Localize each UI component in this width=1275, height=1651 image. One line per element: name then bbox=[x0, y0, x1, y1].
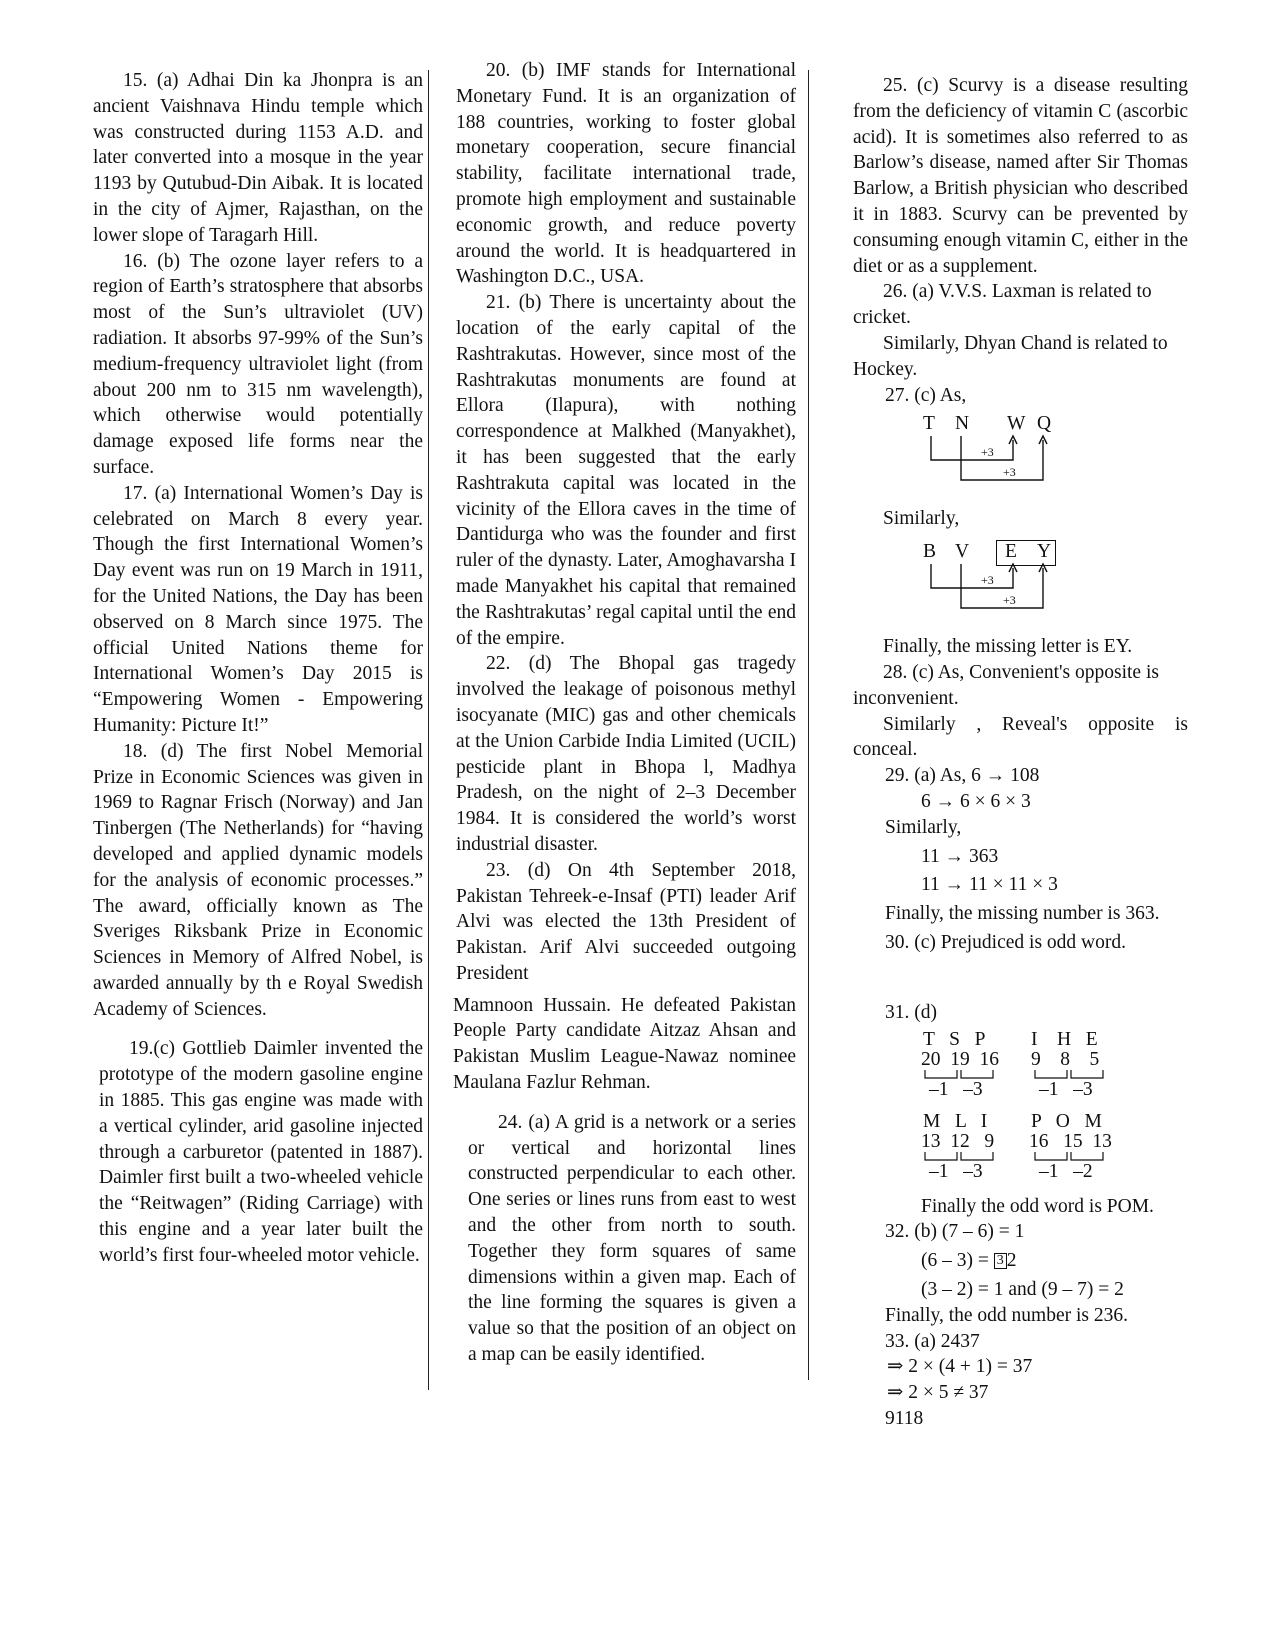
answer-33-line3: ⇒ 2 × 5 ≠ 37 bbox=[887, 1382, 989, 1404]
dia2-letter-b: V bbox=[955, 541, 970, 563]
answer-26-line1: 26. (a) V.V.S. Laxman is related to cricket. bbox=[853, 281, 1152, 329]
answer-31-final: Finally the odd word is POM. bbox=[921, 1195, 1154, 1217]
answer-29-line3: 11 → 363 bbox=[921, 845, 999, 867]
letter-diagram-1 bbox=[853, 410, 1188, 502]
g1-numbers: 20 19 16 bbox=[921, 1048, 999, 1070]
g2-numbers: 9 8 5 bbox=[1031, 1048, 1100, 1070]
dia2-letter-d: Y bbox=[1037, 541, 1052, 563]
answer-33-line4: 9118 bbox=[885, 1407, 924, 1429]
answer-32-line3: (3 – 2) = 1 and (9 – 7) = 2 bbox=[921, 1278, 1124, 1300]
answer-20: 20. (b) IMF stands for International Monetary Fund. It is an organization of 188 countries, working to foster global monetary cooperation, secure financial stability, facilitate international trade, promote high employment and sustainable economic growth, and reduce poverty around the world. It is headquartered in Washington D.C., USA. bbox=[456, 60, 796, 288]
g4-numbers: 16 15 13 bbox=[1029, 1130, 1112, 1152]
answer-28-line2: Similarly , Reveal's opposite is conceal. bbox=[853, 713, 1188, 761]
answer-32-line2 bbox=[853, 1248, 1188, 1274]
g1-differences: –1 –3 bbox=[929, 1078, 983, 1100]
dia2-letter-a: B bbox=[923, 541, 937, 563]
answer-26-line2: Similarly, Dhyan Chand is related to Hockey. bbox=[853, 332, 1168, 380]
letter-diagram-2 bbox=[853, 538, 1188, 630]
dia1-letter-d: Q bbox=[1037, 413, 1052, 435]
answer-29-line4: 11 → 11 × 11 × 3 bbox=[921, 874, 1058, 896]
answer-28-line1: 28. (c) As, Convenient's opposite is inconvenient. bbox=[853, 661, 1159, 709]
answer-15: 15. (a) Adhai Din ka Jhonpra is an ancient Vaishnava Hindu temple which was constructed during 1153 A.D. and later converted into a mosque in the year 1193 by Qutubud-Din Aibak. It is located in the city of Ajmer, Rajasthan, on the lower slope of Taragarh Hill. bbox=[93, 70, 423, 246]
dia1-letter-c: W bbox=[1007, 413, 1026, 435]
similarly-label-2: Similarly, bbox=[885, 816, 962, 838]
column-1 bbox=[93, 68, 423, 1269]
answer-19: 19.(c) Gottlieb Daimler invented the prototype of the modern gasoline engine in 1885. This gas engine was made with a vertical cylinder, arid gasoline injected through a carburetor (patented in 1887). Daimler first built a two-wheeled vehicle the “Reitwagen” (Riding Carriage) with this engine and a year later built the world’s first four-wheeled motor vehicle. bbox=[99, 1038, 423, 1266]
answer-22: 22. (d) The Bhopal gas tragedy involved the leakage of poisonous methyl isocyanate (MIC) gas and other chemicals at the Union Carbide India Limited (UCIL) pesticide plant in Bhopa l, Madhya Pradesh, on the night of 2–3 December 1984. It is considered the world’s worst industrial disaster. bbox=[456, 653, 796, 855]
column-3 bbox=[853, 73, 1188, 1432]
column-divider-right bbox=[808, 70, 809, 1380]
answer-30: 30. (c) Prejudiced is odd word. bbox=[885, 931, 1126, 953]
answer-16: 16. (b) The ozone layer refers to a region of Earth’s stratosphere that absorbs most of the Sun’s ultraviolet (UV) radiation. It absorbs 97-99% of the Sun’s medium-frequency ultraviolet light (from about 200 nm to 315 nm wavelength), which otherwise would potentially damage exposed life forms near the surface. bbox=[93, 250, 423, 478]
answer-31: 31. (d) bbox=[885, 1001, 937, 1023]
dia1-step-1: +3 bbox=[981, 445, 994, 460]
answer-23-part2: Mamnoon Hussain. He defeated Pakistan People Party candidate Aitzaz Ahsan and Pakistan Muslim League-Nawaz nominee Maulana Fazlur Rehman. bbox=[453, 994, 796, 1094]
similarly-label-1: Similarly, bbox=[883, 508, 960, 530]
g3-letters: M L I bbox=[923, 1110, 988, 1132]
answer-25: 25. (c) Scurvy is a disease resulting from the deficiency of vitamin C (ascorbic acid). It is sometimes also referred to as Barlow’s disease, named after Sir Thomas Barlow, a British physician who described it in 1883. Scurvy can be prevented by consuming enough vitamin C, either in the diet or as a supplement. bbox=[853, 75, 1188, 277]
dia2-step-1: +3 bbox=[981, 573, 994, 588]
answer-27: 27. (c) As, bbox=[885, 384, 967, 406]
dia2-letter-c: E bbox=[1005, 541, 1017, 563]
g3-numbers: 13 12 9 bbox=[921, 1130, 995, 1152]
g2-letters: I H E bbox=[1031, 1028, 1098, 1050]
g4-differences: –1 –2 bbox=[1039, 1160, 1093, 1182]
answer-32: 32. (b) (7 – 6) = 1 bbox=[885, 1221, 1025, 1243]
answer-33-line2: ⇒ 2 × (4 + 1) = 37 bbox=[887, 1356, 1033, 1378]
answer-29: 29. (a) As, 6 → 108 bbox=[885, 765, 1040, 787]
g1-letters: T S P bbox=[923, 1028, 986, 1050]
answer-29-final: Finally, the missing number is 363. bbox=[885, 903, 1160, 925]
g4-letters: P O M bbox=[1031, 1110, 1102, 1132]
answer-32-line2-text: (6 – 3) = bbox=[921, 1250, 994, 1272]
answer-32-line2-suffix: 2 bbox=[1006, 1250, 1017, 1272]
g2-differences: –1 –3 bbox=[1039, 1078, 1093, 1100]
answer-18: 18. (d) The first Nobel Memorial Prize in Economic Sciences was given in 1969 to Ragnar Frisch (Norway) and Jan Tinbergen (The Netherlands) for “having developed and applied dynamic models for the analysis of economic processes.” The award, officially known as The Sveriges Riksbank Prize in Economic Sciences in Memory of Alfred Nobel, is awarded annually by th e Royal Swedish Academy of Sciences. bbox=[93, 740, 423, 1020]
dia1-step-2: +3 bbox=[1003, 465, 1016, 480]
dia2-step-2: +3 bbox=[1003, 593, 1016, 608]
answer-33: 33. (a) 2437 bbox=[885, 1330, 980, 1352]
g3-differences: –1 –3 bbox=[929, 1160, 983, 1182]
answer-24: 24. (a) A grid is a network or a series or vertical and horizontal lines constructed perpendicular to each other. One series or lines runs from east to west and the other from north to south. Together they form squares of same dimensions within a given map. Each of the line forming the squares is given a value so that the position of an object on a map can be easily identified. bbox=[468, 1111, 796, 1366]
dia1-letter-a: T bbox=[923, 413, 935, 435]
column-2 bbox=[453, 58, 796, 1368]
answer-21: 21. (b) There is uncertainty about the location of the early capital of the Rashtrakutas. However, since most of the Rashtrakutas monuments are found at Ellora (Ilapura), with nothing correspondence at Malkhed (Manyakhet), it has been suggested that the early Rashtrakuta capital was located in the vicinity of the Ellora caves in the time of Dantidurga who was the founder and first ruler of the dynasty. Later, Amoghavarsha I made Manyakhet his capital that remained the Rashtrakutas’ regal capital until the end of the empire. bbox=[456, 292, 796, 649]
answer-17: 17. (a) International Women’s Day is celebrated on March 8 every year. Though the first International Women’s Day event was run on 19 March in 1911, for the United Nations, the Day has been observed on 8 March since 1975. The official United Nations theme for International Women’s Day 2015 is “Empowering Women - Empowering Humanity: Picture It!” bbox=[93, 482, 423, 736]
column-divider-left bbox=[428, 70, 429, 1390]
answer-32-final: Finally, the odd number is 236. bbox=[885, 1304, 1129, 1326]
dia1-letter-b: N bbox=[955, 413, 970, 435]
answer-32-boxed-digit: 3 bbox=[994, 1253, 1007, 1269]
answer-29-line2: 6 → 6 × 6 × 3 bbox=[921, 790, 1031, 812]
answer-23-part1: 23. (d) On 4th September 2018, Pakistan Tehreek-e-Insaf (PTI) leader Arif Alvi was elected the 13th President of Pakistan. Arif Alvi succeeded outgoing President bbox=[456, 859, 796, 984]
odd-word-groups-row-2 bbox=[853, 1110, 1188, 1194]
odd-word-groups-row-1 bbox=[853, 1026, 1188, 1110]
answer-27-final: Finally, the missing letter is EY. bbox=[883, 636, 1133, 658]
